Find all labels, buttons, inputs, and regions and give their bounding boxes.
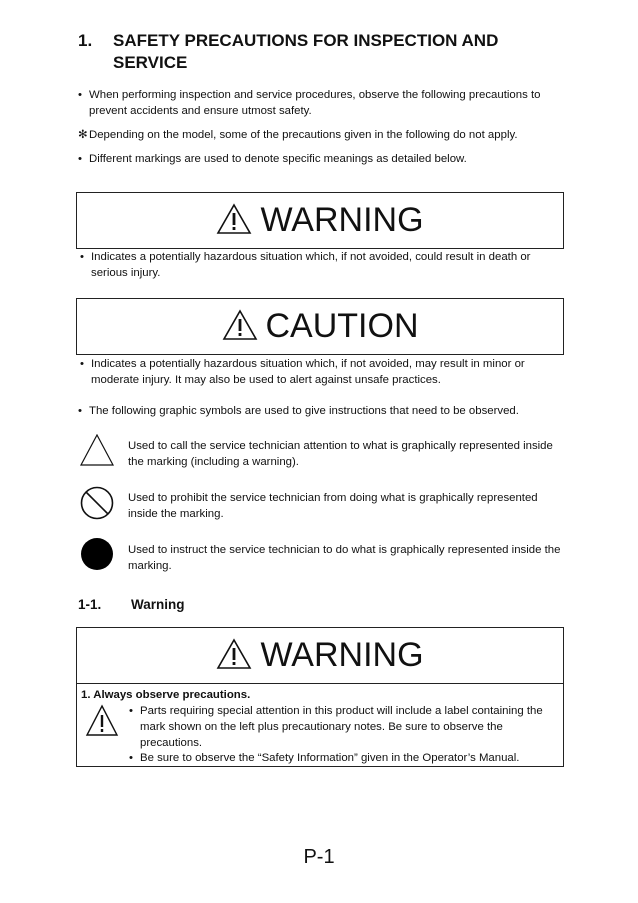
caution-label-icon <box>85 704 119 738</box>
warning-triangle-icon <box>216 638 252 670</box>
warning-section-title <box>77 635 563 675</box>
caution-triangle-icon <box>222 309 258 341</box>
prohibit-symbol-text: Used to prohibit the service technician from doing what is graphically represented inside the marking. <box>128 492 538 520</box>
bullet: • <box>80 251 84 263</box>
warning-description-text: Indicates a potentially hazardous situation which, if not avoided, could result in death or serious injury. <box>91 251 531 279</box>
subsection-number: 1-1. <box>78 597 102 612</box>
section-number: 1. <box>78 31 93 50</box>
instruct-symbol-text: Used to instruct the service technician to do what is graphically represented inside the marking. <box>128 544 561 572</box>
symbols-intro-text: The following graphic symbols are used to give instructions that need to be observed. <box>89 405 519 417</box>
warning-title <box>77 200 563 240</box>
warning-section-label: WARNING <box>260 636 424 674</box>
intro-bullet-1 <box>78 87 568 119</box>
asterisk-icon: ✻ <box>78 129 88 141</box>
section-title: SAFETY PRECAUTIONS FOR INSPECTION AND SERVICE <box>113 31 499 72</box>
intro-bullet-1-text: When performing inspection and service procedures, observe the following precautions to prevent accidents and ensure utmost safety. <box>89 89 541 117</box>
caution-title <box>77 306 563 346</box>
bullet: • <box>129 752 133 764</box>
bullet: • <box>78 89 82 101</box>
intro-bullet-2 <box>78 151 568 167</box>
instruction-filled-circle-icon <box>80 537 114 571</box>
subsection-title: Warning <box>131 597 185 612</box>
precaution-bullet-2 <box>129 750 555 766</box>
intro-bullet-2-text: Different markings are used to denote specific meanings as detailed below. <box>89 153 467 165</box>
attention-triangle-icon <box>80 434 114 466</box>
symbols-intro <box>78 403 568 419</box>
caution-label: CAUTION <box>265 307 419 345</box>
precaution-bullet-1-text: Parts requiring special attention in this product will include a label containing the mark shown on the left plus precautionary notes. Be sure to observe the precautions. <box>140 705 543 749</box>
prohibition-icon <box>80 486 114 520</box>
intro-note-text: Depending on the model, some of the precautions given in the following do not apply. <box>89 129 518 141</box>
page-number: P-1 <box>303 846 335 868</box>
bullet: • <box>80 358 84 370</box>
caution-description <box>80 356 570 388</box>
warning-section-header <box>77 628 563 684</box>
triangle-symbol-text: Used to call the service technician attention to what is graphically represented inside the marking (including a warning). <box>128 440 553 468</box>
precaution-item-title: 1. Always observe precautions. <box>81 689 251 701</box>
warning-section-box <box>76 627 564 767</box>
warning-label: WARNING <box>260 201 424 239</box>
warning-signal-box <box>76 192 564 249</box>
bullet: • <box>78 405 82 417</box>
intro-note <box>78 127 568 143</box>
warning-triangle-icon <box>216 203 252 235</box>
bullet: • <box>129 705 133 717</box>
precaution-bullet-2-text: Be sure to observe the “Safety Information” given in the Operator’s Manual. <box>140 752 520 764</box>
caution-signal-box <box>76 298 564 355</box>
bullet: • <box>78 153 82 165</box>
precaution-bullet-1 <box>129 703 555 751</box>
warning-description <box>80 249 570 281</box>
caution-description-text: Indicates a potentially hazardous situation which, if not avoided, may result in minor or moderate injury. It may also be used to alert against unsafe practices. <box>91 358 525 386</box>
